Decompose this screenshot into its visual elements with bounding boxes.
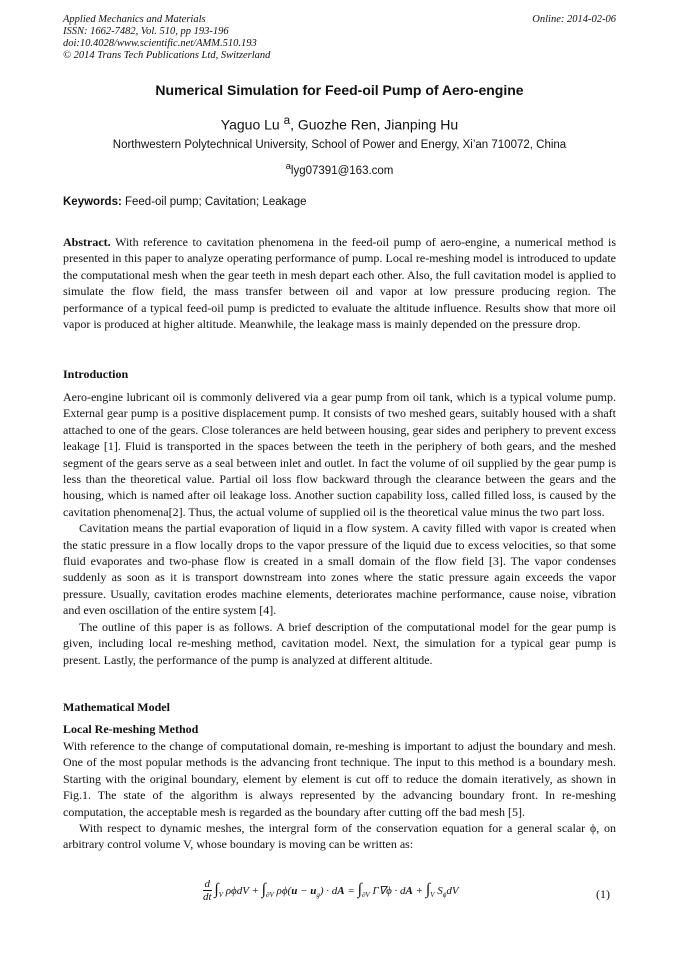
copyright-line: © 2014 Trans Tech Publications Ltd, Switzerland (63, 50, 271, 61)
intro-paragraph-1: Aero-engine lubricant oil is commonly delivered via a gear pump from oil tank, which is a typical volume pump. External gear pump is a positive displacement pump. It consists of two meshed gears, suitably housed with a shaft attached to one of the gears. Close tolerances are held between housing, gear sides and periphery to prevent excess leakage [1]. Fluid is transported in the spaces between the teeth in the periphery of both gears, and the meshed segment of the gears serve as a seal between inlet and outlet. In fact the volume of oil supplied by the gear pump is less than the theoretical value. Partial oil loss flow backward through the clearance between the gears and the housing, which is named after oil leakage loss. Another suction capability loss, called filled loss, is caused by the cavitation phenomena[2]. Thus, the actual volume of supplied oil is the theoretical value minus the two part loss. (63, 390, 616, 519)
remesh-heading: Local Re-meshing Method (63, 722, 199, 736)
online-date: Online: 2014-02-06 (532, 14, 616, 25)
remesh-paragraph-1: With reference to the change of computational domain, re-meshing is important to adjust the boundary and mesh. One of the most popular methods is the advancing front technique. The input to this method is a boundary mesh. Starting with the original boundary, element by element is cut off to reduce the domain iteratively, as shown in Fig.1. The state of the algorithm is always represented by the advancing boundary front. In re-meshing computation, the acceptable mesh is regarded as the boundary after cutting off the bad mesh [5]. (63, 739, 616, 819)
affiliation: Northwestern Polytechnical University, School of Power and Energy, Xi’an 710072, China (112, 139, 567, 151)
journal-name: Applied Mechanics and Materials (63, 14, 206, 25)
abstract-text: With reference to cavitation phenomena in the feed-oil pump of aero-engine, a numerical method is presented in this paper to analyze operating performance of pump. Local re-meshing model is introduced to update the computational mesh when the gear teeth in mesh depart each other. Also, the full cavitation model is applied to simulate the flow field, the mass transfer between oil and vapor at low pressure producing region. The performance of a typical feed-oil pump is predicted to evaluate the altitude influence. Results show that more oil vapor is produced at higher altitude. Meanwhile, the leakage mass is mainly depended on the pressure drop. (63, 235, 616, 332)
math-model-heading: Mathematical Model (63, 700, 170, 714)
intro-paragraph-3: The outline of this paper is as follows. A brief description of the computational model for the gear pump is given, including local re-meshing method, cavitation model. Next, the simulation for a typical gear pump is present. Lastly, the performance of the pump is analyzed at different altitude. (63, 619, 616, 667)
equation-expression: $\frac{d}{dt}$ $\int_V$ $\rho\phi dV + \int_{\partial V}$ $\rho\phi(u - u_g)$ · dA = $\int_{\partial V}$ Γ∇ϕ · dA + $\int_V$ $S_\phi dV$ (203, 878, 459, 903)
journal-header (63, 14, 616, 62)
equation-number: (1) (596, 887, 610, 901)
doi-line: doi:10.4028/www.scientific.net/AMM.510.193 (63, 38, 257, 49)
author-sup: a (283, 114, 291, 127)
keywords (63, 196, 616, 208)
author-list (63, 114, 616, 133)
issn-line: ISSN: 1662-7482, Vol. 510, pp 193-196 (63, 26, 229, 37)
keywords-label: Keywords: (63, 196, 122, 208)
paper-title: Numerical Simulation for Feed-oil Pump of Aero-engine (155, 82, 524, 98)
equation-1 (63, 878, 616, 910)
remesh-section (63, 738, 616, 853)
email-address: lyg07391@163.com (290, 164, 394, 177)
keywords-text: Feed-oil pump; Cavitation; Leakage (121, 196, 307, 208)
email-sup: a (285, 161, 291, 172)
remesh-paragraph-2: With respect to dynamic meshes, the intergral form of the conservation equation for a general scalar ϕ, on arbitrary control volume V, whose boundary is moving can be written as: (63, 821, 616, 852)
abstract (63, 234, 616, 332)
author-rest: , Guozhe Ren, Jianping Hu (290, 116, 459, 133)
intro-section (63, 389, 616, 668)
intro-heading: Introduction (63, 367, 129, 381)
author-first: Yaguo Lu (220, 116, 280, 133)
intro-paragraph-2: Cavitation means the partial evaporation of liquid in a flow system. A cavity filled with vapor is created when the static pressure in a flow locally drops to the vapor pressure of the liquid due to excess velocities, so that some fluid evaporates and two-phase flow is created in a small domain of the flow field [3]. The vapor condenses suddenly as soon as it is transport downstream into zones where the static pressure again exceeds the vapor pressure. Usually, cavitation erodes machine elements, deteriorates machine performance, cause noise, vibration and even oscillation of the entire system [4]. (63, 521, 616, 618)
email-line (63, 161, 616, 177)
abstract-label: Abstract. (63, 235, 111, 249)
